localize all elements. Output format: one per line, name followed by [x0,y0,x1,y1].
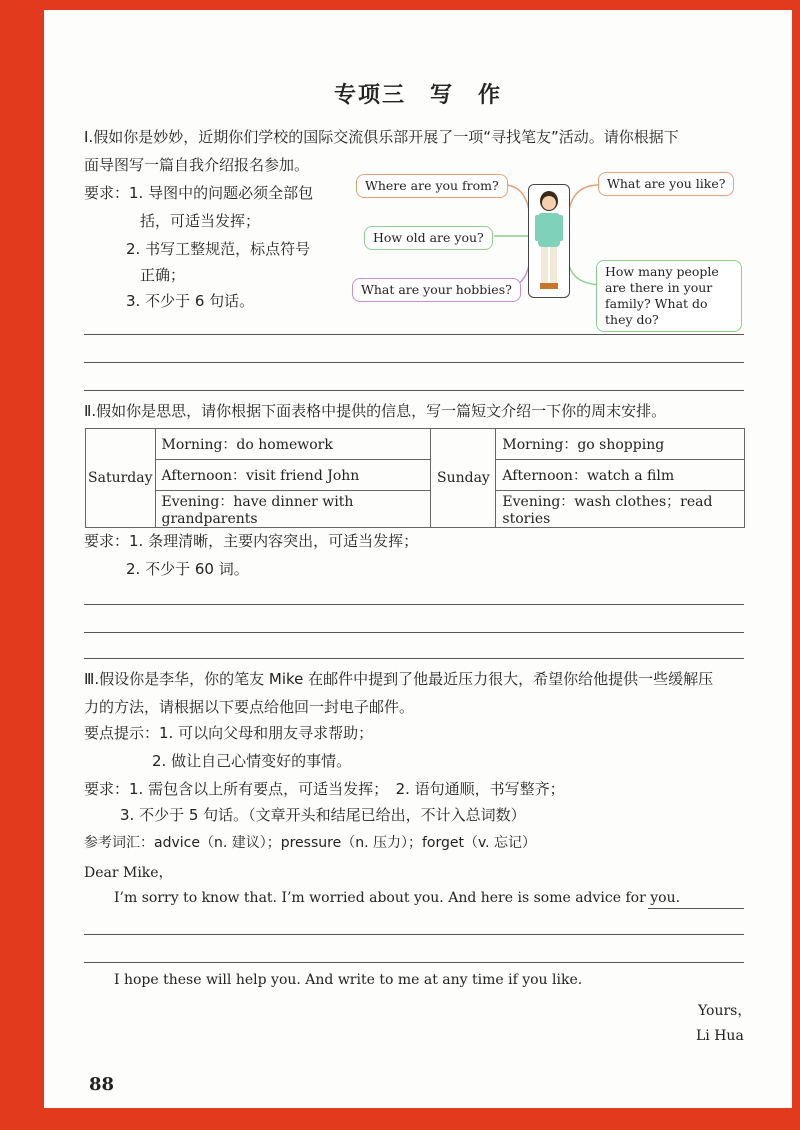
section2-prompt: Ⅱ.假如你是思思，请你根据下面表格中提供的信息，写一篇短文介绍一下你的周末安排。 [84,402,667,420]
letter-closing: I hope these will help you. And write to me at any time if you like. [114,972,583,988]
section1-req-label: 要求：1. 导图中的问题必须全部包 [84,184,314,202]
sunday-cell: Sunday [431,429,496,528]
sun-evening-cell: Evening：wash clothes；read stories [496,491,745,528]
section1-prompt-line1: Ⅰ.假如你是妙妙，近期你们学校的国际交流俱乐部开展了一项“寻找笔友”活动。请你根据下 [84,128,679,146]
weekend-schedule-table [85,428,745,528]
bubble-where-are-you-from: Where are you from? [356,174,508,198]
section3-req3: 3. 不少于 5 句话。（文章开头和结尾已给出，不计入总词数） [120,806,526,824]
letter-yours: Yours， [698,1003,752,1019]
sun-afternoon-cell: Afternoon：watch a film [496,460,745,491]
answer-line[interactable] [84,962,744,963]
bubble-what-are-your-hobbies: What are your hobbies? [352,278,521,302]
worksheet-page [44,10,792,1108]
sun-morning-cell: Morning：go shopping [496,429,745,460]
sat-evening-cell: Evening：have dinner with grandparents [155,491,431,528]
answer-line[interactable] [84,604,744,605]
answer-line[interactable] [648,908,744,909]
section1-prompt-line2: 面导图写一篇自我介绍报名参加。 [84,156,310,174]
section1-req2-cont: 正确； [140,266,186,284]
section2-req1: 要求：1. 条理清晰，主要内容突出，可适当发挥； [84,532,419,550]
letter-signature: Li Hua [696,1028,744,1044]
section3-points1: 要点提示：1. 可以向父母和朋友寻求帮助； [84,724,374,742]
answer-line[interactable] [84,658,744,659]
sat-morning-cell: Morning：do homework [155,429,431,460]
sat-afternoon-cell: Afternoon：visit friend John [155,460,431,491]
section1-req3: 3. 不少于 6 句话。 [126,292,255,310]
girl-figure-frame [528,184,570,298]
section3-prompt-line1: Ⅲ.假设你是李华，你的笔友 Mike 在邮件中提到了他最近压力很大，希望你给他提供一些缓解压 [84,670,714,688]
girl-illustration [529,185,569,297]
section3-points2: 2. 做让自己心情变好的事情。 [152,752,352,770]
answer-line[interactable] [84,390,744,391]
section3-vocab: 参考词汇：advice（n. 建议）；pressure（n. 压力）；forget（v. 忘记） [84,835,537,851]
bubble-how-old-are-you: How old are you? [364,226,493,250]
bubble-family: How many people are there in your family? What do they do? [596,260,742,332]
section2-req2: 2. 不少于 60 词。 [126,560,249,578]
section1-req2: 2. 书写工整规范，标点符号 [126,240,311,258]
page-number: 88 [89,1074,115,1095]
answer-line[interactable] [84,334,744,335]
letter-greeting: Dear Mike， [84,865,173,881]
letter-opening: I’m sorry to know that. I’m worried about you. And here is some advice for you. [114,890,681,906]
answer-line[interactable] [84,362,744,363]
saturday-cell: Saturday [86,429,156,528]
answer-line[interactable] [84,632,744,633]
section1-req1-cont: 括，可适当发挥； [140,212,261,230]
section3-prompt-line2: 力的方法，请根据以下要点给他回一封电子邮件。 [84,698,415,716]
section3-req1: 要求：1. 需包含以上所有要点，可适当发挥； 2. 语句通顺，书写整齐； [84,780,565,798]
answer-line[interactable] [84,934,744,935]
page-title: 专项三 写 作 [333,83,502,108]
bubble-what-are-you-like: What are you like? [598,172,734,196]
